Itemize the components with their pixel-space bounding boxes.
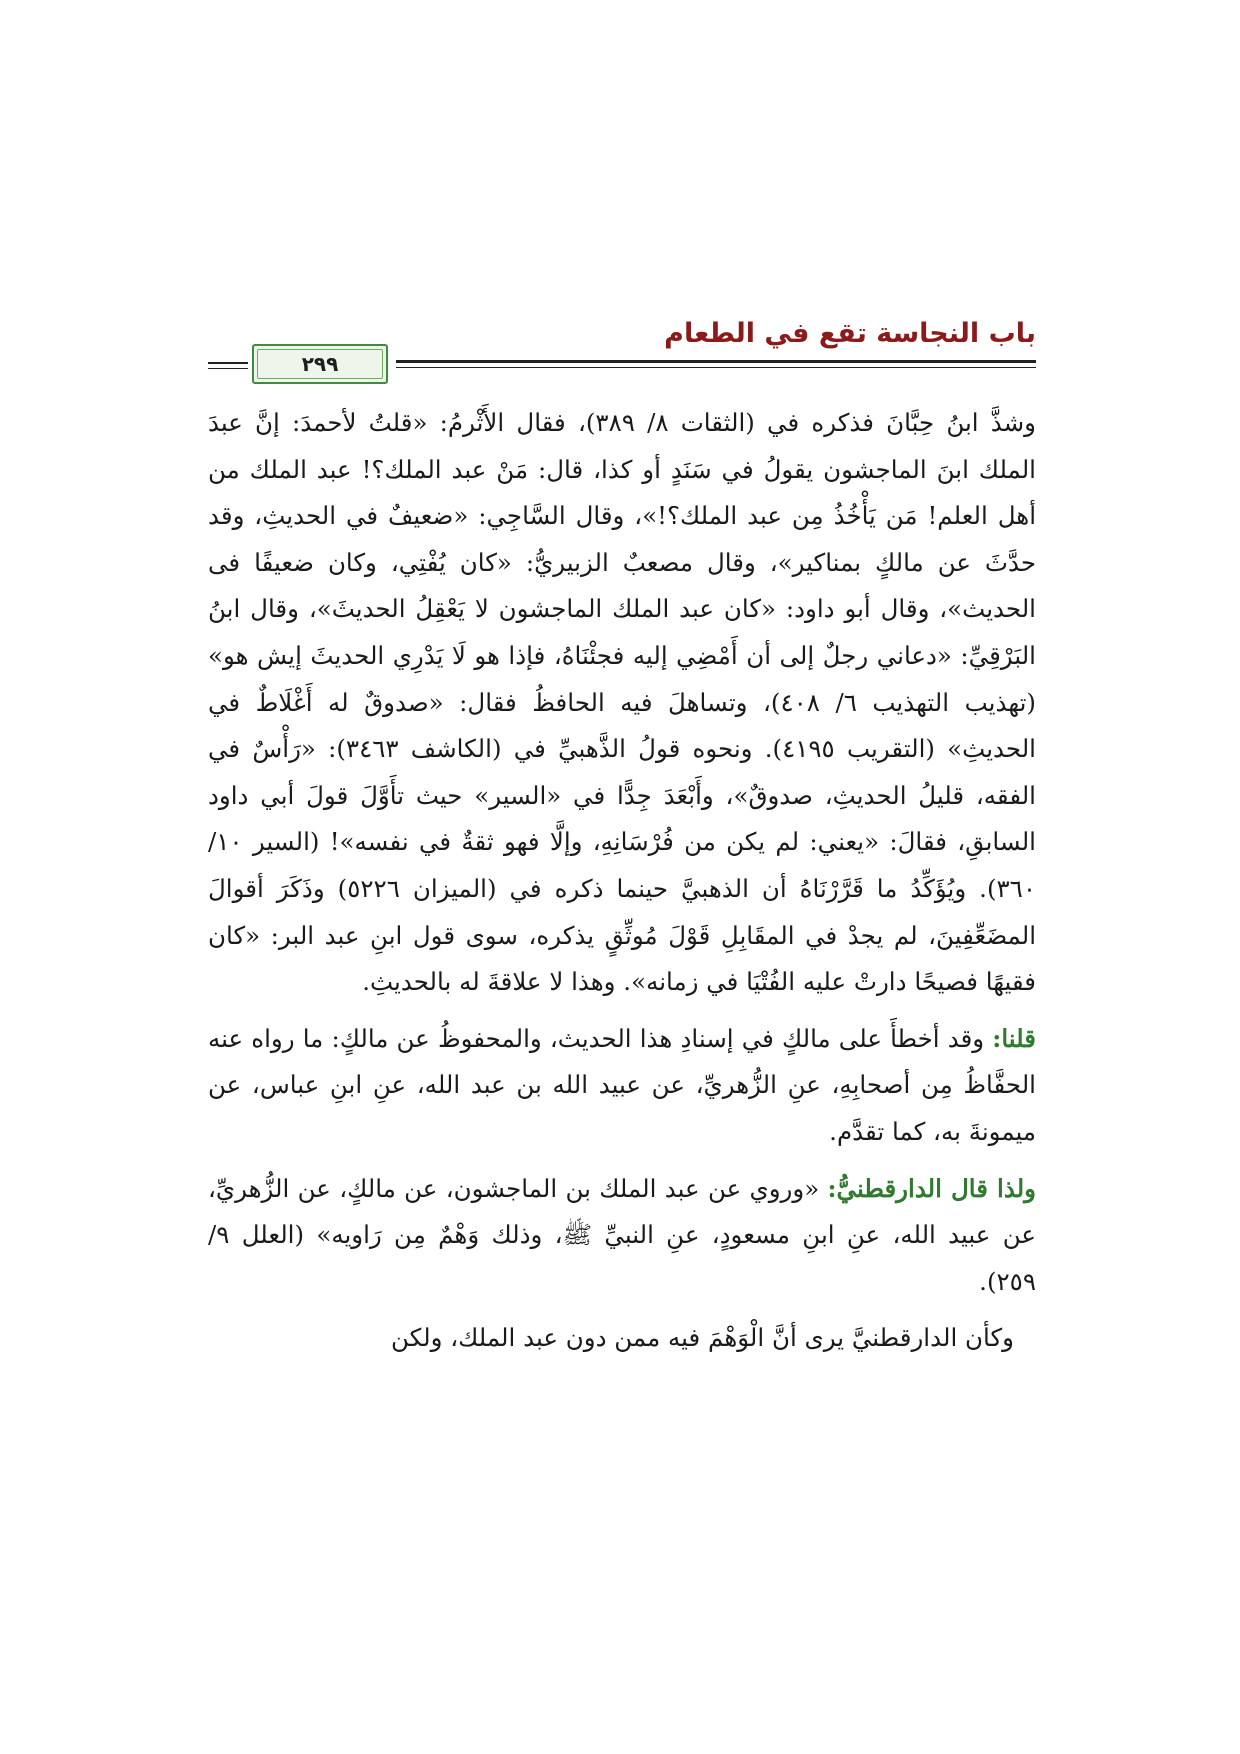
page-header (208, 318, 1036, 390)
header-rule-thick (396, 360, 1036, 363)
page-number-badge (252, 344, 388, 384)
paragraph-2-lead: قلنا: (992, 1023, 1037, 1053)
paragraph-3-lead: ولذا قال الدارقطنيُّ: (827, 1173, 1037, 1203)
paragraph-1-text: وشذَّ ابنُ حِبَّانَ فذكره في (الثقات ٨/ ٣٨٩)، فقال الأَثْرمُ: «قلتُ لأحمدَ: إنَّ عبدَ الملك ابنَ الماجشون يقولُ في سَنَدٍ أو كذا، قال: مَنْ عبد الملك؟! عبد الملك من أهل العلم! مَن يَأْخُذُ مِن عبد الملك؟!»، وقال السَّاجِي: «ضعيفٌ في الحديثِ، وقد حدَّثَ عن مالكٍ بمناكير»، وقال مصعبٌ الزبيريُّ: «كان يُفْتِي، وكان ضعيفًا فى الحديث»، وقال أبو داود: «كان عبد الملك الماجشون لا يَعْقِلُ الحديثَ»، وقال ابنُ البَرْقِيِّ: «دعاني رجلٌ إلى أن أَمْضِي إليه فجئْنَاهُ، فإذا هو لَا يَدْرِي الحديثَ إيش هو» (تهذيب التهذيب ٦/ ٤٠٨)، وتساهلَ فيه الحافظُ فقال: «صدوقٌ له أَغْلَاطٌ في الحديثِ» (التقريب ٤١٩٥). ونحوه قولُ الذَّهبيِّ في (الكاشف ٣٤٦٣): «رَأْسٌ في الفقه، قليلُ الحديثِ، صدوقٌ»، وأَبْعَدَ جِدًّا في «السير» حيث تأَوَّلَ قولَ أبي داود السابقِ، فقالَ: «يعني: لم يكن من فُرْسَانِهِ، وإلَّا فهو ثقةٌ في نفسه»! (السير ١٠/ ٣٦٠). ويُؤَكِّدُ ما قَرَّرْنَاهُ أن الذهبيَّ حينما ذكره في (الميزان ٥٢٢٦) وذَكَرَ أقوالَ المضَعِّفِينَ، لم يجدْ في المقَابِلِ قَوْلَ مُوثِّقٍ يذكره، سوى قول ابنِ عبد البر: «كان فقيهًا فصيحًا دارتْ عليه الفُتْيَا في زمانه». وهذا لا علاقةَ له بالحديثِ. (208, 408, 1036, 997)
header-rule-thin (396, 367, 1036, 368)
page-number: ٢٩٩ (301, 352, 339, 376)
paragraph-2-text: وقد أخطأَ على مالكٍ في إسنادِ هذا الحديث، والمحفوظُ عن مالكٍ: ما رواه عنه الحفَّاظُ مِن أصحابِهِ، عنِ الزُّهريِّ، عن عبيد الله بن عبد الله، عنِ ابنِ عباس، عن ميمونةَ به، كما تقدَّم. (208, 1023, 1036, 1146)
paragraph-3-text: «وروي عن عبد الملك بن الماجشون، عن مالكٍ، عن الزُّهريِّ، عن عبيد الله، عنِ ابنِ مسعودٍ، عنِ النبيِّ ﷺ، وذلك وَهْمٌ مِن رَاويه» (العلل ٩/ ٢٥٩). (208, 1173, 1036, 1296)
paragraph-3 (208, 1166, 1036, 1306)
chapter-title: باب النجاسة تقع في الطعام (664, 318, 1036, 349)
header-rule-left (208, 362, 248, 364)
paragraph-4-text: وكأن الدارقطنيَّ يرى أنَّ الْوَهْمَ فيه ممن دون عبد الملك، ولكن (390, 1323, 1014, 1353)
paragraph-4 (208, 1315, 1036, 1362)
header-rule-left-thin (208, 368, 248, 369)
paragraph-1 (208, 400, 1036, 1006)
main-text (208, 400, 1036, 1362)
paragraph-2 (208, 1016, 1036, 1156)
